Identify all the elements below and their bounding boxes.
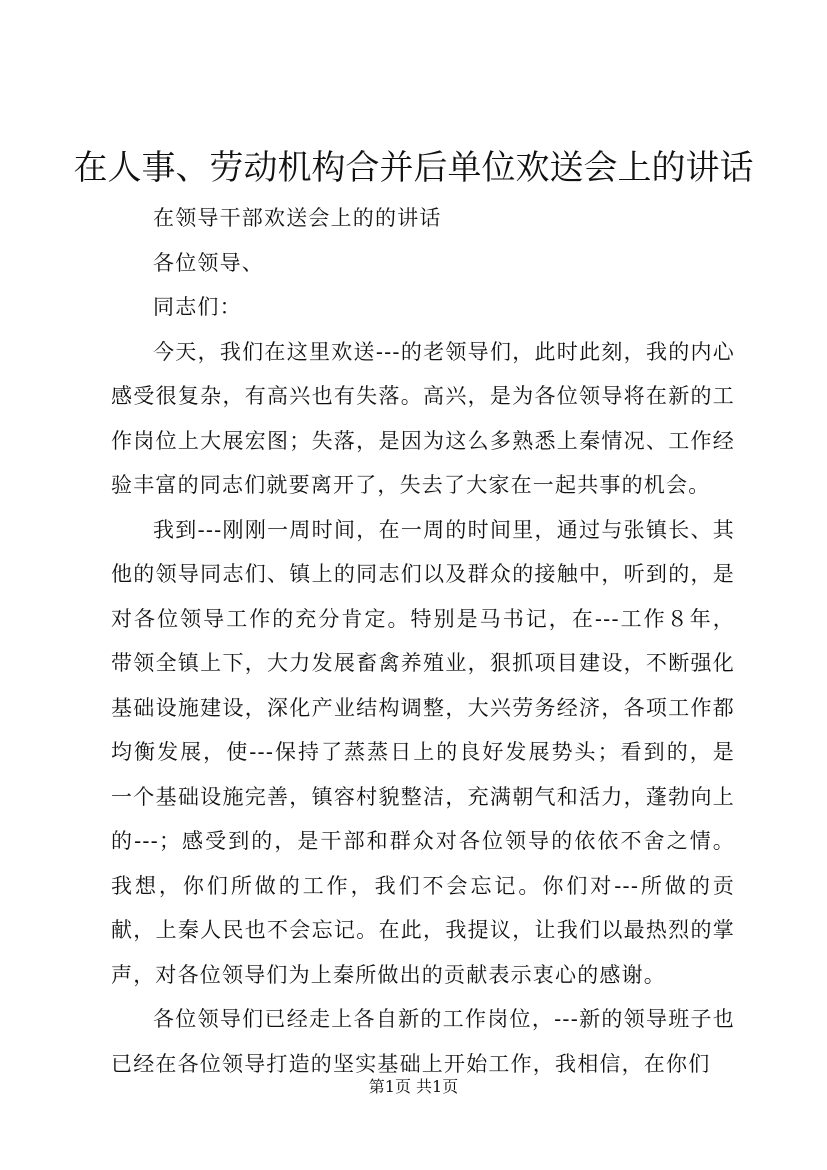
document-body [111, 196, 735, 1086]
page-footer: 第1页 共1页 [368, 1077, 459, 1096]
paragraph-salutation-leaders: 各位领导、 [153, 250, 264, 275]
paragraph-salutation-comrades: 同志们： [153, 295, 242, 319]
paragraph-body: 今天，我们在这里欢送---的老领导们，此时此刻，我的内心感受很复杂，有高兴也有失落。高兴，是为各位领导将在新的工作岗位上大展宏图；失落，是因为这么多熟悉上秦情况、工作经验丰富的同志们就要离开了，失去了大家在一起共事的机会。 [111, 339, 735, 497]
paragraph-subtitle: 在领导干部欢送会上的的讲话 [153, 206, 442, 230]
paragraph-body: 我到---刚刚一周时间，在一周的时间里，通过与张镇长、其他的领导同志们、镇上的同志们以及群众的接触中，听到的，是对各位领导工作的充分肯定。特别是马书记，在---工作８年，带领全镇上下，大力发展畜禽养殖业，狠抓项目建设，不断强化基础设施建设，深化产业结构调整，大兴劳务经济，各项工作都均衡发展，使---保持了蒸蒸日上的良好发展势头；看到的，是一个基础设施完善，镇容村貌整洁，充满朝气和活力，蓬勃向上的---；感受到的，是干部和群众对各位领导的依依不舍之情。我想，你们所做的工作，我们不会忘记。你们对---所做的贡献，上秦人民也不会忘记。在此，我提议，让我们以最热烈的掌声，对各位领导们为上秦所做出的贡献表示衷心的感谢。 [111, 517, 735, 987]
document-title: 在人事、劳动机构合并后单位欢送会上的讲话 [73, 148, 754, 188]
paragraph-body: 各位领导们已经走上各自新的工作岗位，---新的领导班子也已经在各位领导打造的坚实基础上开始工作，我相信，在你们 [111, 1007, 735, 1076]
